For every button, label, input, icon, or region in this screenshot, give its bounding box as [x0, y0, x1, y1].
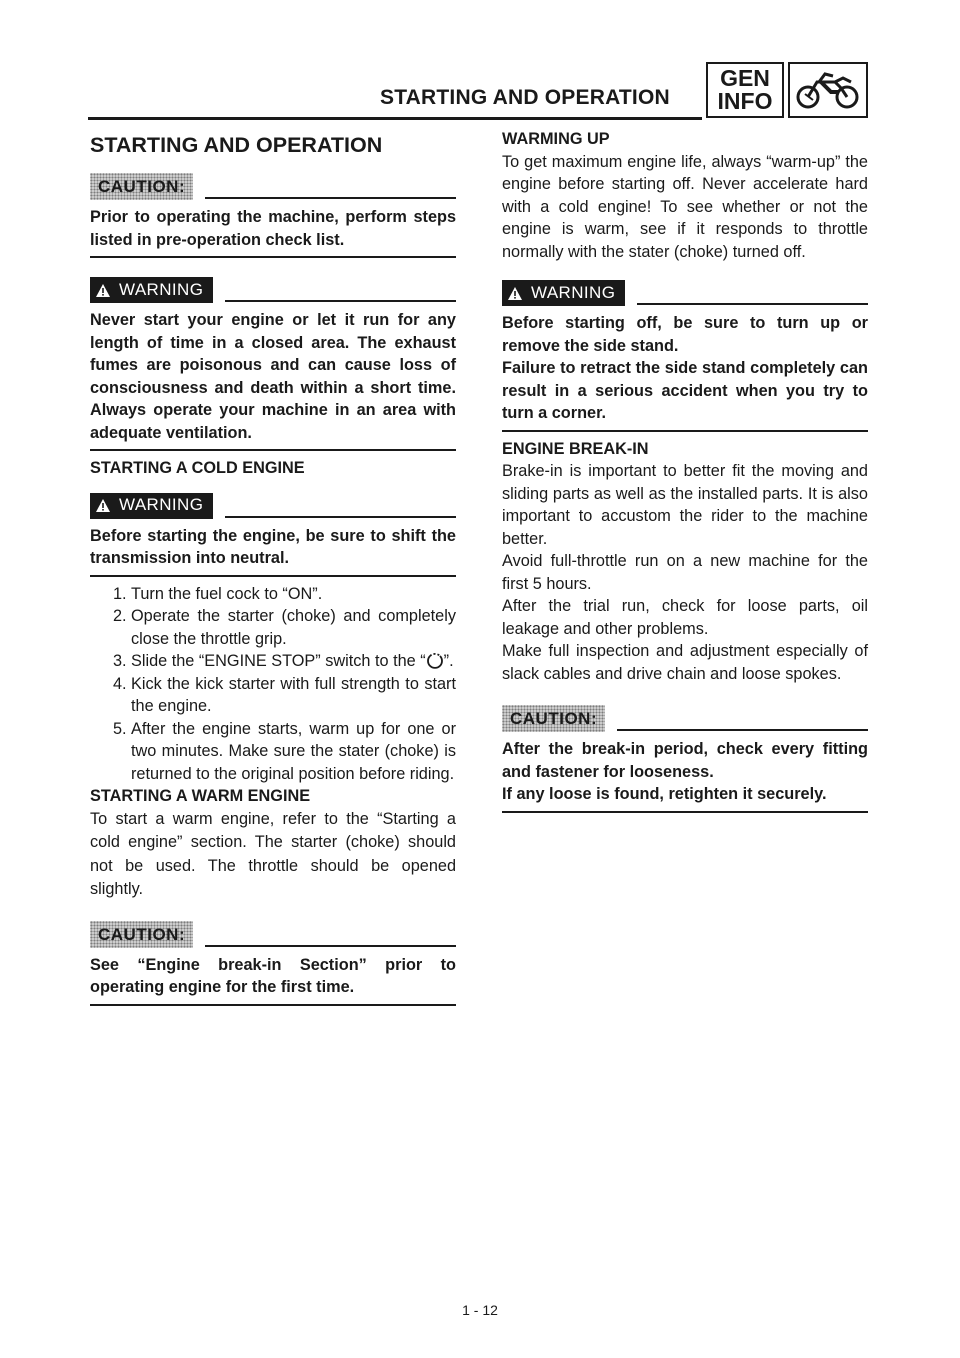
break-in-heading: ENGINE BREAK-IN — [502, 439, 649, 458]
caution-text: See “Engine break-in Section” prior to operating engine for the first time. — [90, 955, 456, 996]
step-text: Kick the kick starter with full strength to start the engine. — [131, 674, 456, 715]
section-title: STARTING AND OPERATION — [380, 86, 670, 109]
caution-box-2 — [90, 921, 456, 1006]
step-text — [131, 650, 456, 673]
warning-label — [90, 493, 213, 519]
list-item — [90, 673, 456, 718]
break-in-paragraph-4: Make full inspection and adjustment especially of slack cables and drive chain and loose spokes. — [502, 642, 868, 683]
engine-stop-symbol-icon — [426, 652, 444, 670]
badge-line-1: GEN — [720, 65, 770, 91]
gen-info-badge — [706, 62, 784, 118]
step-text: Turn the fuel cock to “ON”. — [131, 584, 323, 603]
step-text-after: ”. — [443, 652, 454, 670]
warning-triangle-icon — [96, 284, 110, 297]
caution-box-1 — [90, 173, 456, 258]
cold-engine-heading: STARTING A COLD ENGINE — [90, 459, 305, 477]
caution-rule — [205, 945, 456, 947]
step-number: 5. — [113, 719, 127, 738]
warning-text-2: Failure to retract the side stand completely can result in a serious accident when you try to turn a corner. — [502, 359, 868, 422]
break-in-paragraph-1: Brake-in is important to better fit the moving and sliding parts as well as the installed parts. It is also important to accustom the rider to the machine better. — [502, 462, 868, 548]
warm-engine-text: To start a warm engine, refer to the “Starting a cold engine” section. The starter (choke) should not be used. The throttle should be opened slightly. — [90, 809, 456, 898]
warning-label-text: WARNING — [531, 282, 616, 302]
list-item — [90, 718, 456, 786]
caution-end-rule — [90, 256, 456, 258]
badge-line-2: INFO — [717, 88, 773, 114]
warm-engine-heading: STARTING A WARM ENGINE — [90, 787, 311, 805]
warning-label — [90, 277, 213, 303]
break-in-paragraph-3: After the trial run, check for loose parts, oil leakage and other problems. — [502, 597, 868, 638]
warning-text: Before starting the engine, be sure to shift the transmission into neutral. — [90, 526, 456, 567]
warning-end-rule — [90, 575, 456, 577]
warning-rule — [225, 516, 456, 518]
warning-triangle-icon — [96, 499, 110, 512]
motorcycle-icon — [795, 70, 861, 110]
caution-label: CAUTION: — [90, 173, 193, 200]
warning-text-1: Before starting off, be sure to turn up or remove the side stand. — [502, 314, 868, 355]
caution-end-rule — [90, 1004, 456, 1006]
warning-rule — [637, 303, 868, 305]
warning-rule — [225, 300, 456, 302]
step-text: After the engine starts, warm up for one or two minutes. Make sure the stater (choke) is returned to the original position before riding. — [131, 719, 456, 783]
step-text: Operate the starter (choke) and completely close the throttle grip. — [131, 607, 456, 648]
caution-end-rule — [502, 811, 868, 813]
caution-label: CAUTION: — [90, 921, 193, 948]
warning-triangle-icon — [508, 287, 522, 300]
step-number: 4. — [113, 674, 127, 693]
warning-end-rule — [90, 449, 456, 451]
step-text-before: Slide the “ENGINE STOP” switch to the “ — [131, 652, 426, 670]
break-in-paragraph-2: Avoid full-throttle run on a new machine for the first 5 hours. — [502, 552, 868, 593]
warming-up-heading: WARMING UP — [502, 130, 610, 148]
warning-label-text: WARNING — [119, 279, 204, 299]
warning-box-2 — [90, 493, 456, 577]
step-number: 1. — [113, 584, 127, 603]
motorcycle-badge — [788, 62, 868, 118]
page-number: 1 - 12 — [462, 1302, 498, 1318]
caution-rule — [617, 729, 868, 731]
warning-box-1 — [90, 277, 456, 451]
warning-text: Never start your engine or let it run for any length of time in a closed area. The exhaust fumes are poisonous and can cause loss of consciousness and death within a short time. Always operate your machine in an area with adequate ventilation. — [90, 311, 456, 442]
list-item — [90, 650, 456, 673]
caution-text-2: If any loose is found, retighten it securely. — [502, 785, 827, 803]
caution-rule — [205, 197, 456, 199]
caution-label: CAUTION: — [502, 705, 605, 732]
caution-text-1: After the break-in period, check every fitting and fastener for looseness. — [502, 740, 868, 781]
step-number: 3. — [113, 652, 127, 670]
page-heading: STARTING AND OPERATION — [90, 133, 383, 157]
caution-box-3 — [502, 705, 868, 813]
warning-label-text: WARNING — [119, 495, 204, 515]
list-item — [90, 605, 456, 650]
warning-box-3 — [502, 280, 868, 432]
header-rule — [88, 117, 702, 120]
step-number: 2. — [113, 607, 127, 625]
caution-text: Prior to operating the machine, perform steps listed in pre-operation check list. — [90, 208, 456, 249]
warning-end-rule — [502, 430, 868, 432]
list-item — [90, 583, 456, 606]
warning-label — [502, 280, 625, 306]
warming-up-text: To get maximum engine life, always “warm-up” the engine before starting off. Never accelerate hard with a cold engine! To see whether or not the engine is warm, see if it responds to throttle normally with the stater (choke) turned off. — [502, 152, 868, 261]
cold-start-steps — [90, 583, 456, 786]
left-column — [90, 128, 456, 1006]
right-column — [502, 128, 868, 813]
